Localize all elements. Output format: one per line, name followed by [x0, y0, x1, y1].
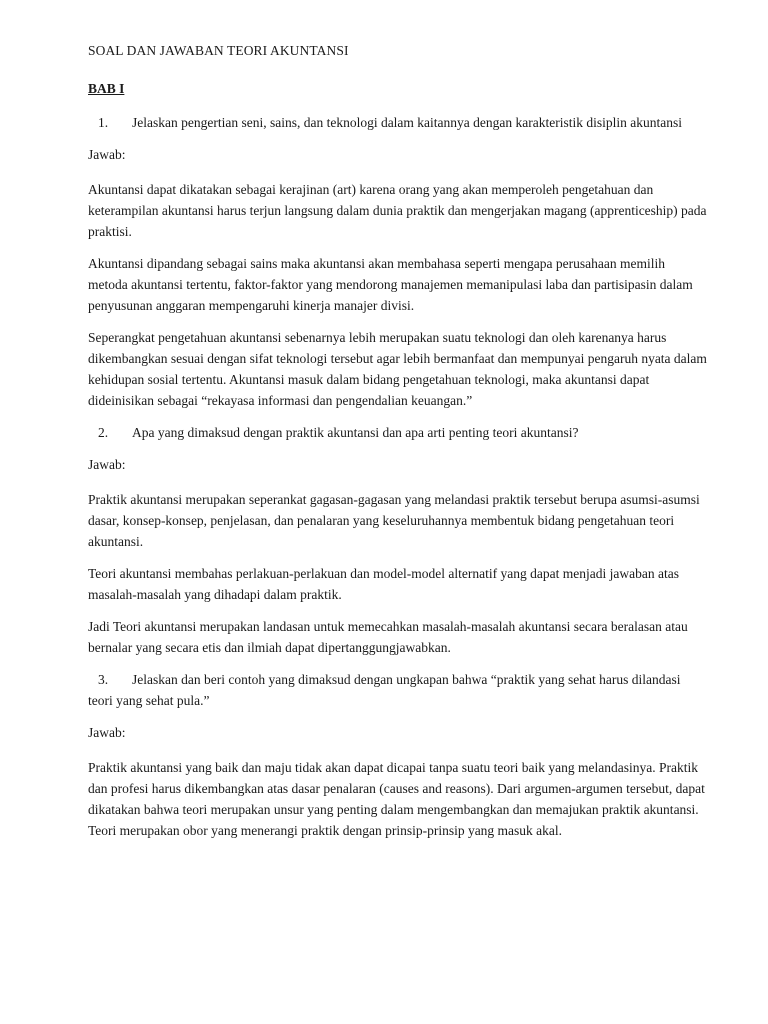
- answer-label: Jawab:: [88, 147, 126, 162]
- answer-paragraph: Seperangkat pengetahuan akuntansi sebenarnya lebih merupakan suatu teknologi dan oleh karenanya harus dikembangkan sesuai dengan sifat teknologi tersebut agar lebih bermanfaat dan mempunyai pengaruh nyata dalam kehidupan sosial tertentu. Akuntansi masuk dalam bidang pengetahuan teknologi, maka akuntansi dapat dideinisikan sebagai “rekayasa informasi dan pengendalian keuangan.”: [88, 330, 707, 408]
- answer-label: Jawab:: [88, 725, 126, 740]
- chapter-heading: BAB I: [88, 81, 125, 96]
- question-text: Jelaskan dan beri contoh yang dimaksud dengan ungkapan bahwa “praktik yang sehat harus dilandasi teori yang sehat pula.”: [88, 672, 681, 708]
- answer-paragraph: Akuntansi dipandang sebagai sains maka akuntansi akan membahasa seperti mengapa perusahaan memilih metoda akuntansi tertentu, faktor-faktor yang mendorong manajemen memanipulasi laba dan partisipasin dalam penyusunan anggaran mempengaruhi kinerja manajer divisi.: [88, 256, 693, 313]
- question-number: 2.: [98, 425, 109, 440]
- answer-paragraph: Praktik akuntansi yang baik dan maju tidak akan dapat dicapai tanpa suatu teori baik yang melandasinya. Praktik dan profesi harus dikembangkan atas dasar penalaran (causes and reasons). Dari argumen-argumen tersebut, dapat dikatakan bahwa teori merupakan unsur yang penting dalam mengembangkan dan memajukan praktik akuntansi. Teori merupakan obor yang menerangi praktik dengan prinsip-prinsip yang masuk akal.: [88, 760, 705, 838]
- question-1: [88, 112, 708, 133]
- document-title: SOAL DAN JAWABAN TEORI AKUNTANSI: [88, 43, 349, 58]
- question-text: Apa yang dimaksud dengan praktik akuntansi dan apa arti penting teori akuntansi?: [132, 425, 579, 440]
- answer-label: Jawab:: [88, 457, 126, 472]
- question-number: 3.: [98, 672, 109, 687]
- question-2: [88, 422, 708, 443]
- question-text: Jelaskan pengertian seni, sains, dan teknologi dalam kaitannya dengan karakteristik disiplin akuntansi: [132, 115, 682, 130]
- qa-section-1: [88, 112, 708, 411]
- question-number: 1.: [98, 115, 109, 130]
- qa-section-3: [88, 669, 708, 841]
- answer-paragraph: Jadi Teori akuntansi merupakan landasan untuk memecahkan masalah-masalah akuntansi secara beralasan atau bernalar yang secara etis dan ilmiah dapat dipertanggungjawabkan.: [88, 619, 688, 655]
- answer-paragraph: Akuntansi dapat dikatakan sebagai kerajinan (art) karena orang yang akan memperoleh pengetahuan dan keterampilan akuntansi harus terjun langsung dalam dunia praktik dan mengerjakan magang (apprenticeship) pada praktisi.: [88, 182, 707, 239]
- document-page: [88, 40, 708, 852]
- answer-paragraph: Teori akuntansi membahas perlakuan-perlakuan dan model-model alternatif yang dapat menjadi jawaban atas masalah-masalah yang dihadapi dalam praktik.: [88, 566, 679, 602]
- qa-section-2: [88, 422, 708, 658]
- answer-paragraph: Praktik akuntansi merupakan seperankat gagasan-gagasan yang melandasi praktik tersebut berupa asumsi-asumsi dasar, konsep-konsep, penjelasan, dan penalaran yang keseluruhannya membentuk bidang pengetahuan teori akuntansi.: [88, 492, 700, 549]
- question-3: [88, 669, 708, 711]
